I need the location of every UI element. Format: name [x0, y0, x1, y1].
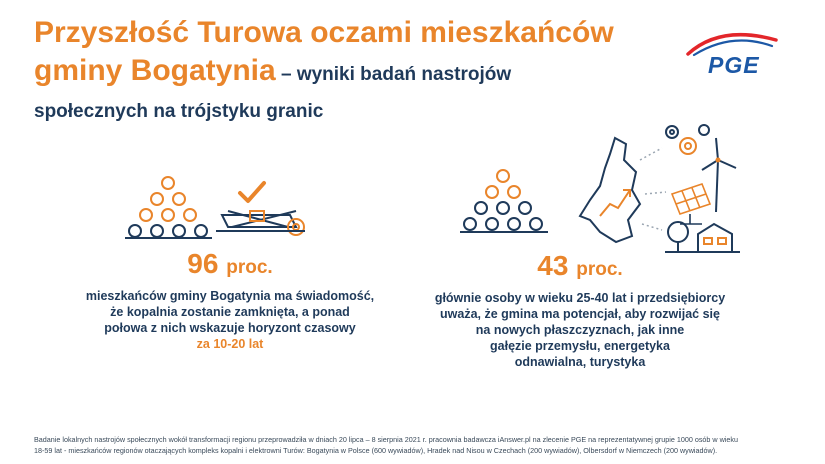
- stat-left-highlight: za 10-20 lat: [196, 337, 264, 351]
- footnote-line-1: Badanie lokalnych nastrojów społecznych wokół transformacji regionu przeprowadziła w dniach 20 lipca – 8 sierpnia 2021 r. pracownia badawcza iAnswer.pl na zlecenie PGE na reprezentatywnej grupie 1000 osób w wieku: [34, 435, 738, 444]
- people-pyramid-icon: [125, 177, 212, 238]
- dotted-arrows: [640, 148, 666, 230]
- title-line-2-suffix: – wyniki badań nastrojów: [275, 64, 512, 85]
- stat-right-number: 43: [537, 250, 569, 281]
- stat-right-line: na nowych płaszczyznach, jak inne: [475, 323, 685, 337]
- stat-left-line: mieszkańców gminy Bogatynia ma świadomość,: [85, 289, 375, 303]
- stat-right-unit: proc.: [576, 259, 623, 280]
- stat-left-unit: proc.: [226, 257, 273, 278]
- stat-left-number: 96: [187, 248, 219, 279]
- title-line-3: społecznych na trójstyku granic: [34, 101, 324, 122]
- checkmark-icon: [240, 183, 264, 201]
- stat-right-line: gałęzie przemysłu, energetyka: [490, 339, 670, 353]
- house-icon: [665, 224, 740, 252]
- gears-icon: [666, 125, 709, 154]
- logo-text: PGE: [708, 52, 760, 78]
- solar-panel-icon: [672, 184, 710, 224]
- footnote-line-2: 18-59 lat - mieszkańców regionów otaczających kompleks kopalni i elektrowni Turów: Bogatynia w Polsce (600 wywiadów), Hradek nad Nisou w Czechach (200 wywiadów), Olbersdorf w Niemczech (200 wywiadów).: [34, 446, 718, 455]
- stat-right-line: głównie osoby w wieku 25-40 lat i przedsiębiorcy: [434, 291, 726, 305]
- tree-icon: [668, 222, 688, 252]
- stat-left: [55, 248, 405, 352]
- people-pyramid-icon: [460, 170, 548, 232]
- stat-right-value: [420, 250, 740, 286]
- stat-right: [420, 250, 740, 370]
- stat-left-line: połowa z nich wskazuje horyzont czasowy: [104, 321, 356, 335]
- stat-left-description: [55, 288, 405, 352]
- stat-right-line: odnawialna, turystyka: [514, 355, 646, 369]
- stat-left-value: [55, 248, 405, 284]
- stat-right-description: [420, 290, 740, 370]
- left-illustration: [120, 175, 310, 240]
- title-line-2-main: gminy Bogatynia: [34, 54, 276, 87]
- right-illustration: [440, 120, 760, 255]
- title-line-2: [34, 52, 674, 94]
- footnote: [34, 434, 804, 456]
- wind-turbine-icon: [702, 138, 736, 212]
- region-map-icon: [580, 138, 640, 242]
- excavator-icon: [216, 211, 305, 235]
- pge-logo: [680, 28, 790, 80]
- stat-left-line: że kopalnia zostanie zamknięta, a ponad: [110, 305, 350, 319]
- page-title: [34, 14, 674, 126]
- stat-right-line: uważa, że gmina ma potencjał, aby rozwijać się: [440, 307, 720, 321]
- title-line-1: Przyszłość Turowa oczami mieszkańców: [34, 16, 614, 49]
